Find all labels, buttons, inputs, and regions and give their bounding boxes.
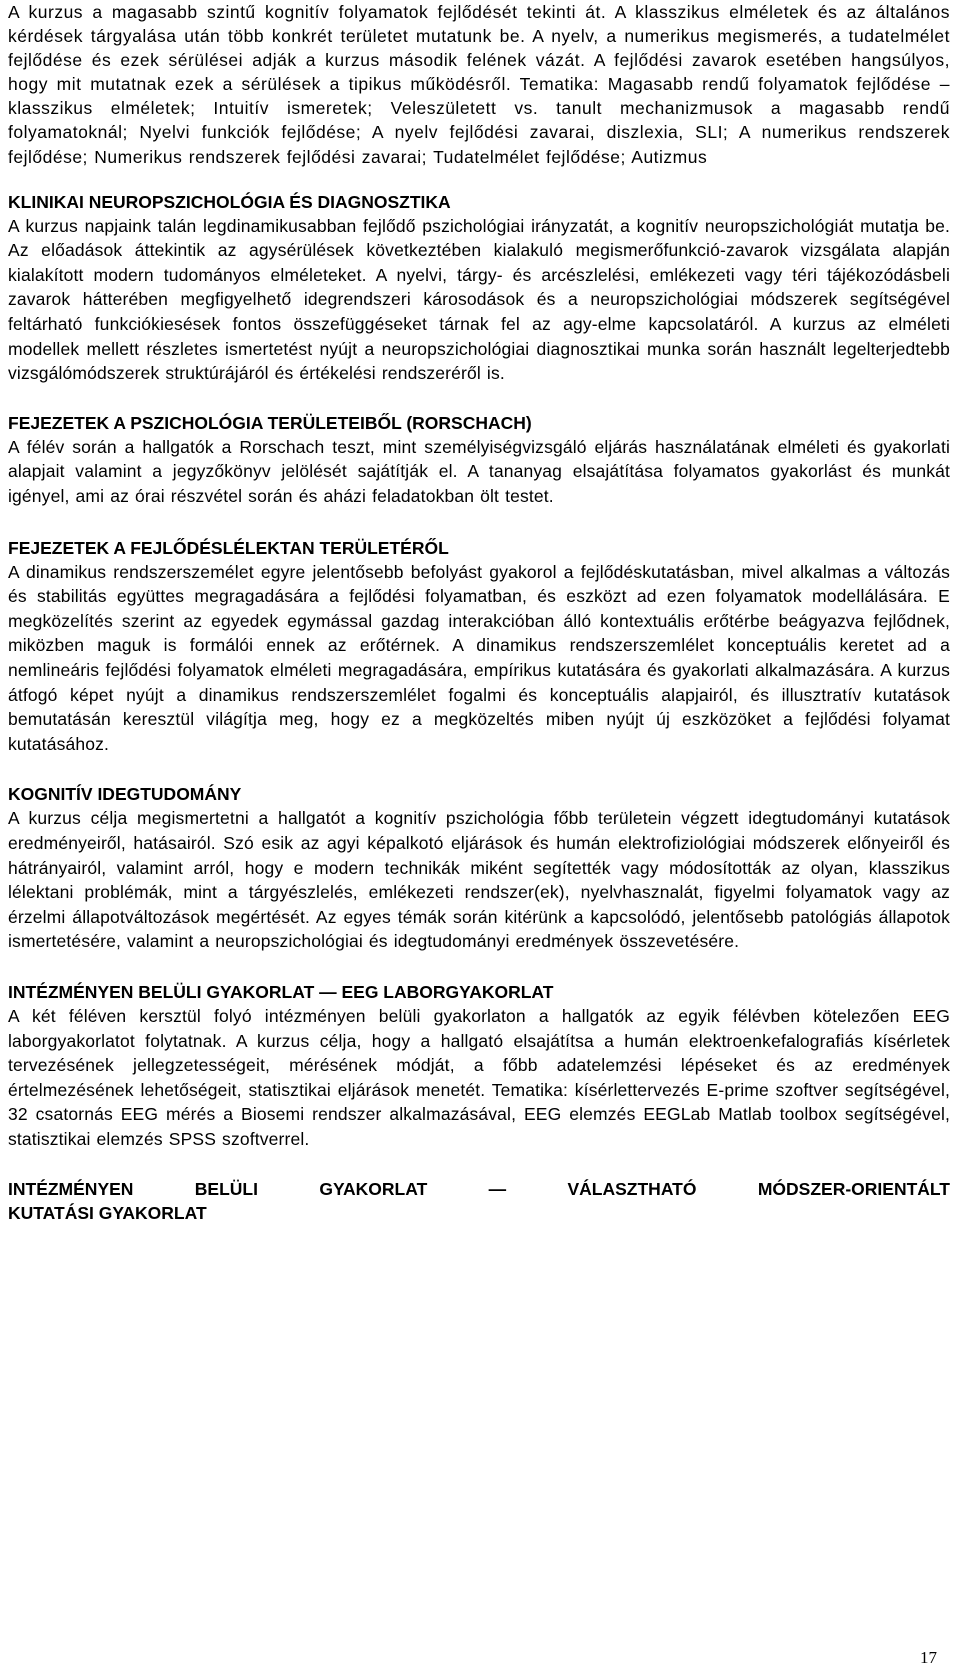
document-page: [8, 0, 950, 1225]
section-heading: FEJEZETEK A PSZICHOLÓGIA TERÜLETEIBŐL (RORSCHACH): [8, 412, 532, 433]
section-heading: KLINIKAI NEUROPSZICHOLÓGIA ÉS DIAGNOSZTIKA: [8, 191, 451, 212]
section-rorschach: [8, 411, 950, 509]
section-eeg-lab-practice: [8, 980, 950, 1152]
section-heading-line-2: KUTATÁSI GYAKORLAT: [8, 1203, 207, 1224]
section-heading-line-1: INTÉZMÉNYEN BELÜLI GYAKORLAT — VÁLASZTHATÓ MÓDSZER-ORIENTÁLT: [8, 1179, 950, 1200]
section-body: A dinamikus rendszerszemélet egyre jelentősebb befolyást gyakorol a fejlődéskutatásban, mivel alkalmas a változás és stabilitás együttes megragadására a fejlődési folyamatban, és eszközt ad ezen folyamatok modellálására. E megközelítés szerint az egyedek egymással gazdag interakcióban álló kontextuális erőtérbe beágyazva fejlődnek, miközben maguk is formálói ennek az erőtérnek. A dinamikus rendszerszemlélet konceptuális keretet ad a nemlineáris fejlődési folyamatok elméleti megragadására, empírikus kutatására és gyakorlati alkalmazására. A kurzus átfogó képet nyújt a dinamikus rendszerszemlélet fogalmi és konceptuális alapjairól, és illusztratív kutatások bemutatásán keresztül világítja meg, hogy ez a megközeltés miben nyújt új eszközöket a fejlődési folyamat kutatásához.: [8, 561, 950, 754]
section-developmental-psychology: [8, 536, 950, 757]
intro-paragraph: A kurzus a magasabb szintű kognitív folyamatok fejlődését tekinti át. A klasszikus elméletek és az általános kérdések tárgyalása után több konkrét területet mutatunk be. A nyelv, a numerikus megismerés, a tudatelmélet fejlődése és ezek sérülései adják a kurzus második felének vázát. A fejlődési zavarok esetében hangsúlyos, hogy mit mutatnak ezek a sérülések a tipikus működésről. Tematika: Magasabb rendű folyamatok fejlődése – klasszikus elméletek; Intuitív ismeretek; Veleszületett vs. tanult mechanizmusok a magasabb rendű folyamatoknál; Nyelvi funkciók fejlődése; A nyelv fejlődési zavarai, diszlexia, SLI; A numerikus rendszerek fejlődése; Numerikus rendszerek fejlődési zavarai; Tudatelmélet fejlődése; Autizmus: [8, 2, 950, 167]
page-number: 17: [920, 1648, 937, 1667]
section-heading: FEJEZETEK A FEJLŐDÉSLÉLEKTAN TERÜLETÉRŐL: [8, 537, 449, 558]
section-body: A két féléven kersztül folyó intézményen belüli gyakorlaton a hallgatók az egyik félévben kötelezően EEG laborgyakorlatot folytatnak. A kurzus célja, hogy a hallgató elsajátítsa a humán elektroenkefalografiás kísérletek tervezésének jellegzetességeit, mérésének módját, a főbb adatelemzési lépéseket és az eredmények értelmezésének lehetőségeit, statisztikai eljárások menetét. Tematika: kísérlettervezés E-prime szoftver segítségével, 32 csatornás EEG mérés a Biosemi rendszer alkalmazásával, EEG elemzés EEGLab Matlab toolbox segítségével, statisztikai elemzés SPSS szoftverrel.: [8, 1005, 950, 1149]
section-heading: KOGNITÍV IDEGTUDOMÁNY: [8, 784, 242, 805]
section-heading: INTÉZMÉNYEN BELÜLI GYAKORLAT — EEG LABORGYAKORLAT: [8, 981, 554, 1002]
section-cognitive-neuroscience: [8, 782, 950, 954]
section-body: A kurzus célja megismertetni a hallgatót a kognitív pszichológia főbb területein végzett idegtudományi kutatások eredményeiről, hatásairól. Szó esik az agyi képalkotó eljárások és humán elektrofiziológiai módszerek előnyeiről és hátrányairól, valamint arról, hogy e modern technikák miként segítették vagy módosították az olyan, klasszikus lélektani problémák, mint a tárgyészlelés, emlékezeti rendszer(ek), nyelvhasznalát, figyelmi folyamatok vagy az érzelmi állapotváltozások megértését. Az egyes témák során kitérünk a kapcsolódó, jelentősebb patológiás állapotok ismertetésére, valamint a neuropszichológiai és idegtudományi eredmények összevetésére.: [8, 808, 950, 952]
section-body: A félév során a hallgatók a Rorschach teszt, mint személyiségvizsgáló eljárás használatának elméleti és gyakorlati alapjait valamint a jegyzőkönyv jelölését sajátítják el. A tananyag elsajátítása folyamatos gyakorlást és munkát igényel, ami az órai részvétel során és aházi feladatokban ölt testet.: [8, 436, 950, 506]
section-clinical-neuropsychology: [8, 190, 950, 386]
section-body: A kurzus napjaink talán legdinamikusabban fejlődő pszichológiai irányzatát, a kognitív neuropszichológiát mutatja be. Az előadások áttekintik az agysérülések következtében kialakuló megismerőfunkció-zavarok vizsgálata alapján kialakított modern tudományos elméleteket. A nyelvi, tárgy- és arcészlelési, emlékezeti vagy téri tájékozódásbeli zavarok hátterében megfigyelhető idegrendszeri károsodások és a neuropszichológiai módszerek segítségével feltárható funkciókiesések fontos összefüggéseket tárnak fel az agy-elme kapcsolatáról. A kurzus az elméleti modellek mellett részletes ismertetést nyújt a neuropszichológiai diagnosztikai munka során használt legelterjedtebb vizsgálómódszerek struktúrájáról és értékelési rendszeréről is.: [8, 215, 950, 384]
section-method-oriented-practice: [8, 1177, 950, 1225]
